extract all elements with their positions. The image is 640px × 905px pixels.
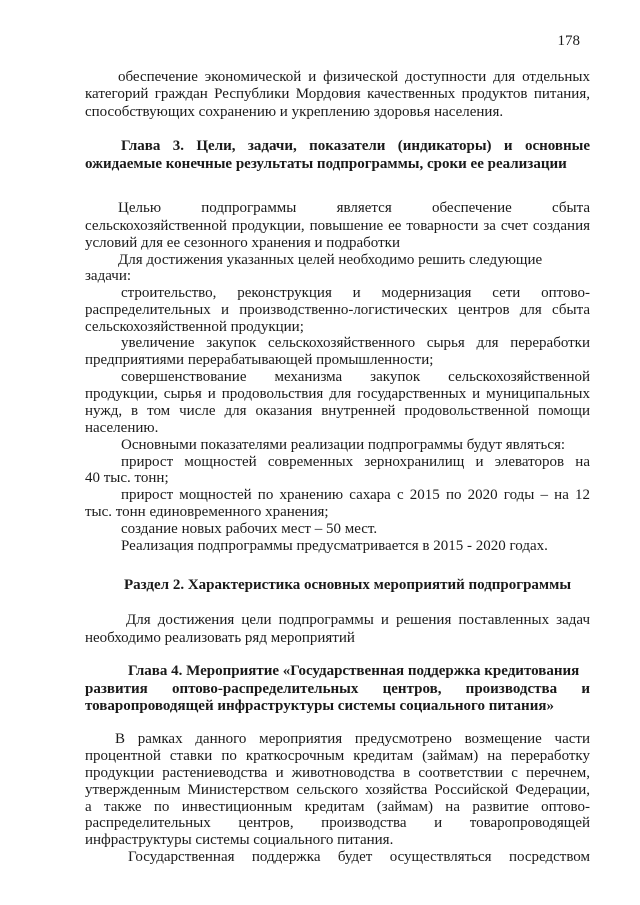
chapter4-line: утвержденным Министерством сельского хозяйства Российской Федерации,	[85, 782, 590, 798]
tasks-line: распределительных и производственно-логистических центров для сбыта	[85, 302, 590, 318]
tasks-line: Для достижения указанных целей необходимо решить следующие	[118, 252, 543, 268]
section2-heading: Раздел 2. Характеристика основных мероприятий подпрограммы	[124, 577, 572, 593]
chapter4-line: а также по инвестиционным кредитам (займам) на развитие оптово-	[85, 799, 590, 815]
section2-line: Для достижения цели подпрограммы и решения поставленных задач	[126, 612, 590, 628]
chapter4-line: распределительных центров, производства и товаропроводящей	[85, 815, 590, 831]
indicators-line: создание новых рабочих мест – 50 мест.	[121, 521, 378, 537]
tasks-line: предприятиями перерабатывающей промышленности;	[85, 352, 434, 368]
section2-line: необходимо реализовать ряд мероприятий	[85, 630, 355, 646]
goal-line: условий для ее сезонного хранения и подработки	[85, 235, 400, 251]
tasks-line: увеличение закупок сельскохозяйственного сырья для переработки	[121, 335, 590, 351]
chapter4-line: инфраструктуры системы социального питания.	[85, 832, 394, 848]
chapter4-line: продукции растениеводства и животноводства в соответствии с перечнем,	[85, 765, 590, 781]
indicators-line: 40 тыс. тонн;	[85, 470, 169, 486]
indicators-line: Основными показателями реализации подпрограммы будут являться:	[121, 437, 566, 453]
chapter3-heading: Глава 3. Цели, задачи, показатели (индикаторы) и основные	[121, 138, 590, 154]
tasks-line: задачи:	[85, 268, 132, 284]
indicators-line: тыс. тонн единовременного хранения;	[85, 504, 329, 520]
intro-line: способствующих сохранению и укреплению здоровья населения.	[85, 104, 504, 120]
tasks-line: строительство, реконструкция и модернизация сети оптово-	[121, 285, 590, 301]
tasks-line: сельскохозяйственной продукции;	[85, 319, 304, 335]
goal-line: сельскохозяйственной продукции, повышение ее товарности за счет создания	[85, 218, 590, 234]
indicators-line: Реализация подпрограммы предусматривается в 2015 - 2020 годах.	[121, 538, 548, 554]
chapter4-line: процентной ставки по краткосрочным кредитам (займам) на переработку	[85, 748, 590, 764]
chapter3-heading: ожидаемые конечные результаты подпрограммы, сроки ее реализации	[85, 156, 567, 172]
chapter4-heading: Глава 4. Мероприятие «Государственная поддержка кредитования	[128, 663, 580, 679]
chapter4-heading: товаропроводящей инфраструктуры системы социального питания»	[85, 698, 554, 714]
goal-line: Целью подпрограммы является обеспечение сбыта	[118, 200, 590, 216]
intro-line: обеспечение экономической и физической доступности для отдельных	[118, 69, 590, 85]
page-number: 178	[557, 33, 580, 49]
indicators-line: прирост мощностей по хранению сахара с 2015 по 2020 годы – на 12	[121, 487, 590, 503]
tasks-line: нужд, в том числе для оказания внутренней продовольственной помощи	[85, 403, 590, 419]
tasks-line: совершенствование механизма закупок сельскохозяйственной	[121, 369, 590, 385]
tasks-line: населению.	[85, 420, 159, 436]
chapter4-line: Государственная поддержка будет осуществляться посредством	[128, 849, 590, 865]
indicators-line: прирост мощностей современных зернохранилищ и элеваторов на	[121, 454, 590, 470]
tasks-line: продукции, сырья и продовольствия для государственных и муниципальных	[85, 386, 590, 402]
chapter4-heading: развития оптово-распределительных центров, производства и	[85, 681, 590, 697]
intro-line: категорий граждан Республики Мордовия качественных продуктов питания,	[85, 86, 590, 102]
chapter4-line: В рамках данного мероприятия предусмотрено возмещение части	[115, 731, 590, 747]
